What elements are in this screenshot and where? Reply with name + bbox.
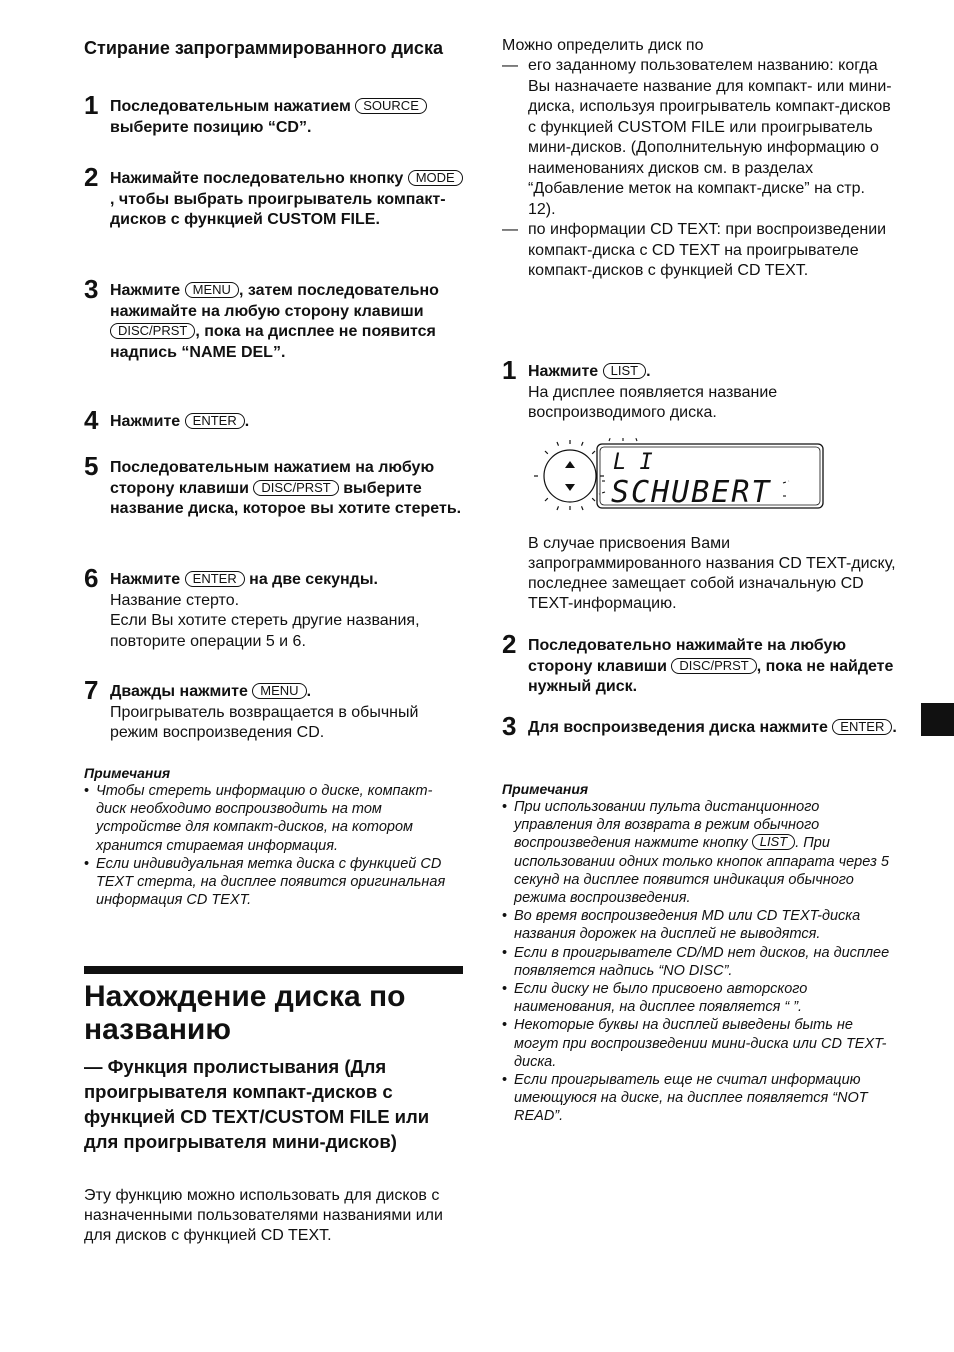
step-body [110,458,464,520]
text-run: Если в проигрывателе CD/MD нет дисков, на дисплее появляется надпись “NO DISC”. [514,944,890,979]
lcd-display-illustration [527,436,827,531]
step-number: 4 [84,405,99,435]
key-list-button: LIST [752,834,795,850]
text-run: . [244,413,250,430]
erase-step-2 [84,162,464,231]
dash-list [502,56,892,282]
text-run: При использовании пульта дистанционного управления для возврата в режим обычного воспроизведения нажмите кнопку [514,799,820,852]
step-body [528,718,902,739]
step-number: 1 [84,90,99,120]
note-item: • Чтобы стереть информацию о диске, компакт-диск необходимо воспроизводить на том устройстве для компакт-дисков, на котором хранится стираемая информация. [84,782,456,855]
notes-title-right: Примечания [502,781,589,797]
text-run: Нажимайте последовательно кнопку [110,170,408,187]
text-run: , чтобы выбрать проигрыватель компакт-дисков с функцией CUSTOM FILE. [110,190,446,228]
dash-mark: — [502,57,518,74]
key-discprst-button: DISC/PRST [671,658,756,674]
section-divider [84,966,463,974]
section-title-erase: Стирание запрограммированного диска [84,38,443,58]
note-item [502,907,892,943]
text-run: . [892,719,897,736]
text-run: выберите название диска, которое вы хотите стереть. [110,479,462,517]
page-title: Нахождение диска по названию [84,980,406,1046]
note-item [502,944,892,980]
dash-mark: — [502,221,518,238]
key-mode-button: MODE [408,170,463,186]
text-run: Для воспроизведения диска нажмите [528,719,833,736]
step-number: 1 [502,355,517,385]
note-item: • Если индивидуальная метка диска с функцией CD TEXT стерта, на дисплее появится оригинальная информация CD TEXT. [84,855,456,910]
text-run: на две секунды. [244,571,378,588]
key-list-button: LIST [603,363,646,379]
erase-step-7 [84,675,464,744]
text-run: . [306,683,312,700]
right-intro: Можно определить диск по [502,37,704,54]
text-run: Последовательным нажатием на любую сторону клавиши [110,459,435,497]
intro-paragraph: Эту функцию можно использовать для дисков с назначенными пользователями названиями или для дисков с функцией CD TEXT. [84,1187,443,1244]
text-run: . При использовании одних только кнопок аппарата через 5 секунд на дисплее появится индикация обычного режима воспроизведения. [514,835,889,907]
text-run: На дисплее появляется название воспроизводимого диска. [528,383,778,421]
text-run: Если проигрыватель еще не считал информацию имеющуюся на диске, на дисплее появляется “NOT READ”. [514,1072,868,1125]
note-item [502,1071,892,1126]
text-run: Некоторые буквы на дисплей выведены быть не могут при воспроизведении мини-диска или CD TEXT-диска. [514,1017,887,1070]
display-line-1: L I [613,450,653,475]
step-body [110,570,464,652]
key-enter-button: ENTER [185,413,245,429]
key-discprst-button: DISC/PRST [253,480,338,496]
text-run: Дважды нажмите [110,683,253,700]
text-run: , пока не найдете нужный диск. [528,657,894,695]
key-enter-button: ENTER [832,719,892,735]
text-run: Последовательно нажимайте на любую сторону клавиши [528,637,847,675]
step-body [528,636,902,698]
notes-title-left: Примечания [84,765,171,781]
step-body [110,682,464,744]
erase-step-3 [84,274,464,363]
step-number: 7 [84,675,99,705]
erase-step-1 [84,90,464,138]
text-run: Нажмите [110,571,185,588]
step-body [110,97,464,138]
erase-step-5 [84,451,464,520]
step-body [110,412,464,433]
key-menu-button: MENU [185,282,239,298]
text-run: Во время воспроизведения MD или CD TEXT-диска названия дорожек на дисплей не выводятся. [514,908,861,943]
text-run: Нажмите [110,282,185,299]
search-step-1 [502,355,902,424]
step-number: 3 [84,274,99,304]
step-number: 6 [84,563,99,593]
step-body [528,362,902,424]
search-step-3 [502,711,902,741]
dash-item-text: по информации CD TEXT: при воспроизведении компакт-диска с CD TEXT на проигрывателе компакт-дисков с функцией CD TEXT. [528,221,887,279]
text-run: Проигрыватель возвращается в обычный режим воспроизведения CD. [110,703,419,741]
text-run: , затем последовательно нажимайте на любую сторону клавиши [110,282,439,320]
note-item [502,980,892,1016]
text-run: Нажмите [110,413,185,430]
text-run: . [646,363,651,380]
step-number: 5 [84,451,99,481]
key-source-button: SOURCE [355,98,427,114]
key-enter-button: ENTER [185,571,245,587]
after-display-text: В случае присвоения Вами запрограммированного названия CD TEXT-диску, последнее замещает собой изначальную CD TEXT-информацию. [528,535,896,612]
text-run: Последовательным нажатием [110,98,356,115]
note-item [502,1016,892,1071]
page-edge-tab [921,703,954,736]
display-line-2: SCHUBERT [611,475,772,510]
dash-item [502,56,892,220]
search-step-2 [502,629,902,698]
text-run: Если диску не было присвоено авторского наименования, на дисплее появляется “ ”. [514,981,808,1016]
notes-list-left [84,782,456,909]
erase-step-4 [84,405,464,435]
dash-item [502,220,892,282]
erase-step-6 [84,563,464,652]
step-body [110,281,464,363]
step-number: 2 [502,629,517,659]
text-run: Название стерто. [110,591,240,609]
key-discprst-button: DISC/PRST [110,323,195,339]
step-body [110,169,464,231]
text-run: Если Вы хотите стереть другие названия, повторите операции 5 и 6. [110,612,420,650]
text-run: Нажмите [528,363,603,380]
text-run: выберите позицию “CD”. [110,118,312,136]
page-subtitle: — Функция пролистывания (Для проигрывателя компакт-дисков с функцией CD TEXT/CUSTOM FILE или для проигрывателя мини-дисков) [84,1056,430,1152]
step-number: 2 [84,162,99,192]
dial-icon [534,440,606,512]
dash-item-text: его заданному пользователем названию: когда Вы назначаете название для компакт- или мини-диска, используя проигрыватель компакт-дисков с функцией CUSTOM FILE или проигрыватель мини-дисков. (Дополнительную информацию о наименованиях дисков см. в разделах “Добавление меток на компакт-диске” на стр. 12). [528,57,892,218]
key-menu-button: MENU [252,683,306,699]
note-item [502,798,892,907]
text-run: , пока на дисплее не появится надпись “NAME DEL”. [110,323,436,361]
notes-list-right [502,798,892,1126]
step-number: 3 [502,711,517,741]
